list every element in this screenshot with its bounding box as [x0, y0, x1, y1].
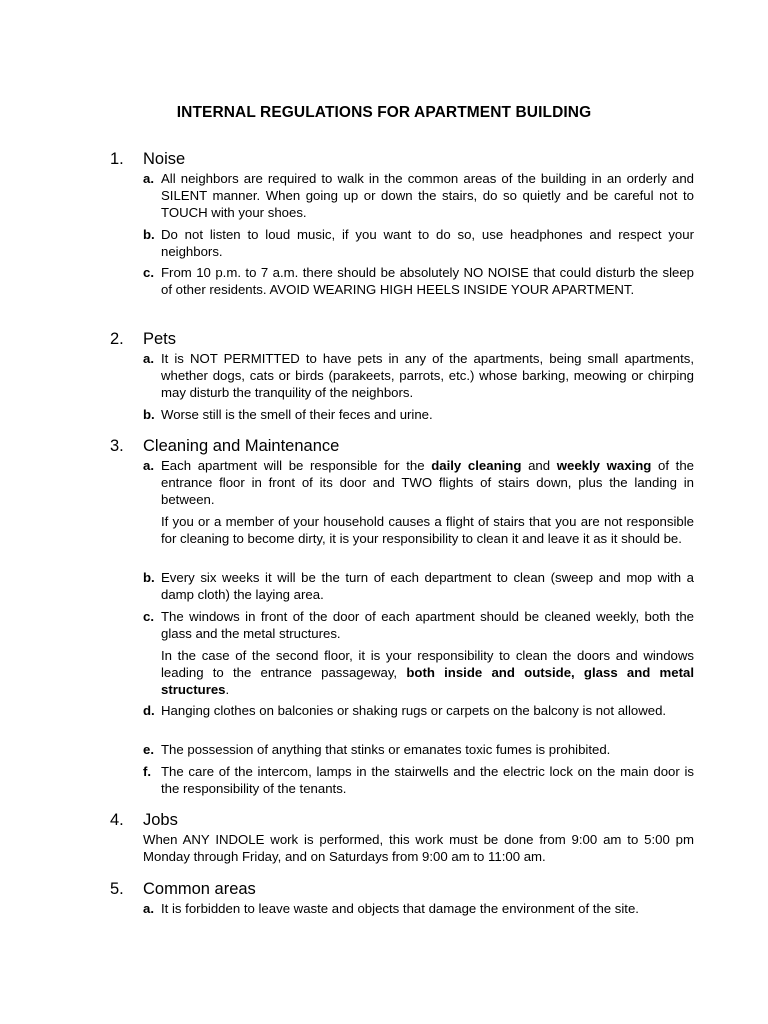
item-text: The windows in front of the door of each apartment should be cleaned weekly, both the glass and the metal structures. [161, 609, 694, 641]
item-letter: b. [143, 407, 155, 422]
list-item [143, 900, 694, 917]
section-heading-common-areas [110, 879, 256, 899]
item-letter: c. [143, 609, 154, 624]
section-number: 5. [110, 880, 124, 898]
section-paragraph: When ANY INDOLE work is performed, this work must be done from 9:00 am to 5:00 pm Monday through Friday, and on Saturdays from 9:00 am to 11:00 am. [143, 832, 694, 864]
item-text: All neighbors are required to walk in the common areas of the building in an orderly and SILENT manner. When going up or down the stairs, do so quietly and be careful not to TOUCH with your shoes. [161, 171, 694, 220]
item-text: The care of the intercom, lamps in the stairwells and the electric lock on the main door is the responsibility of the tenants. [161, 764, 694, 796]
item-paragraph: If you or a member of your household causes a flight of stairs that you are not responsible for cleaning to become dirty, it is your responsibility to clean it and leave it as it should be. [161, 514, 694, 546]
item-letter: a. [143, 351, 154, 366]
section-heading-pets [110, 329, 176, 349]
item-letter: b. [143, 570, 155, 585]
section-heading-cleaning [110, 436, 339, 456]
list-item [143, 702, 694, 719]
item-text: It is forbidden to leave waste and objects that damage the environment of the site. [161, 901, 639, 916]
list-item [143, 264, 694, 298]
list-item [143, 608, 694, 642]
item-text: Hanging clothes on balconies or shaking rugs or carpets on the balcony is not allowed. [161, 703, 667, 718]
item-text: Each apartment will be responsible for the daily cleaning and weekly waxing of the entrance floor in front of its door and TWO flights of stairs down, plus the landing in between. [161, 458, 695, 507]
item-text: Do not listen to loud music, if you want to do so, use headphones and respect your neighbors. [161, 227, 694, 259]
list-item [143, 170, 694, 221]
item-text: It is NOT PERMITTED to have pets in any of the apartments, being small apartments, whether dogs, cats or birds (parakeets, parrots, etc.) whose barking, meowing or chirping may disturb the tranquility of the neighbors. [161, 351, 694, 400]
section-heading-jobs [110, 810, 178, 830]
list-item [143, 457, 694, 508]
section-title: Pets [143, 330, 177, 348]
list-item [143, 763, 694, 797]
item-text: Every six weeks it will be the turn of each department to clean (sweep and mop with a damp cloth) the laying area. [161, 570, 694, 602]
item-text: From 10 p.m. to 7 a.m. there should be absolutely NO NOISE that could disturb the sleep of other residents. AVOID WEARING HIGH HEELS INSIDE YOUR APARTMENT. [161, 265, 694, 297]
list-item [143, 406, 694, 423]
list-item [143, 350, 694, 401]
item-letter: a. [143, 901, 154, 916]
item-text: Worse still is the smell of their feces and urine. [161, 407, 433, 422]
item-text: The possession of anything that stinks or emanates toxic fumes is prohibited. [161, 742, 611, 757]
item-letter: d. [143, 703, 155, 718]
section-heading-noise [110, 149, 185, 169]
section-number: 3. [110, 437, 124, 455]
item-paragraph: In the case of the second floor, it is your responsibility to clean the doors and windows leading to the entrance passageway, both inside and outside, glass and metal structures. [161, 648, 695, 697]
section-number: 2. [110, 330, 124, 348]
section-number: 4. [110, 811, 124, 829]
item-letter: c. [143, 265, 154, 280]
item-letter: a. [143, 171, 154, 186]
list-item [143, 569, 694, 603]
section-title: Common areas [143, 880, 256, 898]
item-letter: f. [143, 764, 152, 779]
item-letter: e. [143, 742, 154, 757]
list-item [143, 226, 694, 260]
item-letter: a. [143, 458, 154, 473]
list-item [143, 741, 694, 758]
section-title: Noise [143, 150, 186, 168]
item-letter: b. [143, 227, 155, 242]
section-number: 1. [110, 150, 124, 168]
section-title: Cleaning and Maintenance [143, 437, 340, 455]
section-title: Jobs [143, 811, 178, 829]
document-title: INTERNAL REGULATIONS FOR APARTMENT BUILDING [176, 104, 592, 121]
